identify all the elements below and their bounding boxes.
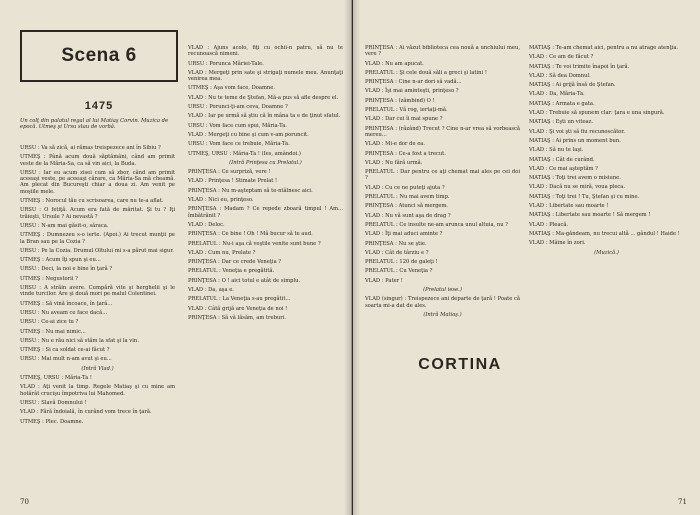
dialogue-line: MATIAŞ : Eşti un viteaz. <box>529 119 594 126</box>
dialogue-line: UTMEŞ, URSU : Măria-Ta ! <box>20 375 92 382</box>
stage-direction: Un colţ din palatul regal al lui Matiaş Corvin. Muzica de epocă. Utmeş şi Ursu stau de vorbă. <box>20 118 169 131</box>
dialogue-line: URSU : Pe la Cozia. Drumul Oltului mi s-a părut mai sigur. <box>20 247 174 254</box>
text-column-4 <box>529 42 684 402</box>
dialogue-line: VLAD : Fără îndoială, în curând vom trece în ţară. <box>20 409 152 416</box>
dialogue-line: PRELATUL : Veneţia e pregătită. <box>188 268 275 275</box>
dialogue-line: MATIAŞ : Toţi trei ! Tu, Ştefan şi cu mine. <box>529 193 640 200</box>
dialogue-line: UTMEŞ : Să vină încoace, în ţară... <box>20 300 113 307</box>
dialogue-line: URSU : Va să zică, ai rămas treispezece ani în Sibiu ? <box>20 145 161 151</box>
dialogue-line: PRINŢESA : Nu se ştie. <box>365 240 427 247</box>
dialogue-line: UTMEŞ : Acum îţi spun şi eu... <box>20 257 101 264</box>
dialogue-line: URSU : Nu e rău nici să stăm la sfat şi la vin. <box>20 337 139 344</box>
dialogue-line: VLAD : Ce mai aşteptăm ? <box>529 165 598 172</box>
dialogue-line: PRELATUL : Dar pentru ce aţi chemat mai ales pe cei doi ? <box>365 169 520 182</box>
dialogue-line: (Intră Vlad.) <box>81 365 114 372</box>
dialogue-line: VLAD : Da, aşa e. <box>188 287 234 294</box>
dialogue-line: PRELATUL : Cu Veneţia ? <box>365 268 433 275</box>
dialogue-line: URSU : Iar eu acum zisei cum să zbor, când am primit aceeaşi veste, pe aceeaşi cărare, ca Măria-Sa mă cheamă. Am plecat din Bucureşti chiar a doua zi. Am venit pe moşiile mele. <box>20 169 175 195</box>
dialogue-line: VLAD : Aţi venit la timp. Regele Matiaş şi cu mine am hotărât crucişu împotriva lui Mahomed. <box>20 384 175 397</box>
dialogue-line: VLAD : Nu te teme de Ştefan, Mă-a pus să afle despre el. <box>188 94 339 101</box>
dialogue-line: VLAD : Trebuie să spunem clar: ţara e una singură. <box>529 110 665 117</box>
dialogue-line: PRINŢESA : Ce bine ! Oh ! Mă bucur să te aud. <box>188 231 313 238</box>
text-column-1 <box>20 142 175 487</box>
dialogue-line: URSU : A străin avere. Cumpără vite şi herghelii şi le vinde turcilor. Are şi două mori pe malul Colentinei. <box>20 285 175 298</box>
dialogue-line: VLAD : Cu ce ne puteţi ajuta ? <box>365 184 445 191</box>
dialogue-line: UTMEŞ : Până acum două săptămâni, când am primit veste de la Măria-Sa, ca să vin aici, la Buda. <box>20 154 175 167</box>
scene-title-box <box>20 30 178 82</box>
dialogue-line: PRELATUL : Ce insulte ne-am arunca unul altuia, nu ? <box>365 221 508 228</box>
dialogue-line: VLAD : Mergeţi cu bine şi cum v-am poruncit. <box>188 131 309 138</box>
dialogue-line: PRELATUL : Nu-i aşa că veştile venite sunt bune ? <box>188 240 321 247</box>
page-number-left: 70 <box>20 498 29 506</box>
dialogue-line: URSU : O fetiţă. Acum era fată de măritat. Şi tu ? Iţi trăieşti, Ursule ? Ai nevastă ? <box>20 207 175 220</box>
dialogue-line: VLAD : Mi-e dor de ea. <box>365 141 426 148</box>
dialogue-line: MATIAŞ : Ma-găndeam, nu trecui altă ... gândul ! Haide ! <box>529 230 680 237</box>
dialogue-line: VLAD : Ajuns acolo, fiţi cu ochii-n patru, să nu te recunoască nimeni. <box>188 45 343 58</box>
dialogue-line: UTMEŞ : Plec. Doamne. <box>20 418 84 425</box>
dialogue-line: PRINŢESA : (râzând) Trecut ? Cine n-ar vrea să vorbească mereu... <box>365 125 520 138</box>
dialogue-line: VLAD : Ce am de făcut ? <box>529 54 594 61</box>
dialogue-line: PRELATUL : Şi cele două săli a greci şi latini ! <box>365 69 487 76</box>
dialogue-line: MATIAŞ : Cât de curând. <box>529 156 595 163</box>
dialogue-line: VLAD : Nici eu, prinţeso. <box>188 197 254 204</box>
dialogue-line: (Intră Prinţesa cu Prelatul.) <box>229 159 302 166</box>
dialogue-line: VLAD : Nu fără urmă. <box>365 159 423 166</box>
dialogue-line: VLAD : Să dea Domnul. <box>529 72 591 79</box>
dialogue-line: UTMEŞ : Si ca soldat ce-ai făcut ? <box>20 347 110 354</box>
dialogue-line: MATIAŞ : Ai prins un moment bun. <box>529 137 621 144</box>
right-page <box>353 0 700 515</box>
dialogue-line: URSU : Ce-ai zice tu ? <box>20 319 79 326</box>
dialogue-line: PRINŢESA : Dar ce crede Veneţia ? <box>188 259 282 266</box>
dialogue-line: MATIAŞ : Te-am chemat aici, pentru a nu atrage atenţia. <box>529 45 679 51</box>
text-column-2 <box>188 42 343 494</box>
dialogue-line: (Prelatul iese.) <box>423 287 462 294</box>
dialogue-line: MATIAŞ : Toţi trei avem o misiune. <box>529 175 621 182</box>
dialogue-line: PRINŢESA : (zâmbind) O ! <box>365 97 435 104</box>
text-column-3 <box>365 42 520 342</box>
dialogue-line: VLAD : Mâine în zori. <box>529 240 586 247</box>
dialogue-line: VLAD : Şi voi şti să fiu recunoscător. <box>529 128 625 135</box>
dialogue-line: VLAD : Libertate sau moarte ! <box>529 203 609 210</box>
dialogue-line: VLAD : Nu am apucat. <box>365 60 424 67</box>
dialogue-line: PRELATUL : 120 de galeţi ! <box>365 259 438 266</box>
dialogue-line: URSU : Slavă Domnului ! <box>20 399 87 406</box>
dialogue-line: URSU : Vom face ce trebuie, Măria-Ta. <box>188 141 290 148</box>
dialogue-line: VLAD : Pater ! <box>365 277 403 284</box>
dialogue-line: VLAD : Iar pe urmă să ştiu că în mâna ta e de ţinut sfatul. <box>188 113 341 120</box>
dialogue-line: PRELATUL : Vă rog, iertaţi-mă. <box>365 107 448 114</box>
dialogue-line: PRINŢESA : Nu m-aşteptam să te-ntâlnesc aici. <box>188 187 313 194</box>
dialogue-line: PRINŢESA : O ! aici totul e atât de simplu. <box>188 277 301 284</box>
dialogue-line: UTMEŞ : Norocul tău cu scrisoarea, care nu te-a aflat. <box>20 198 164 205</box>
year-heading: 1475 <box>84 100 114 112</box>
dialogue-line: VLAD : Mergeţi prin sate şi strigaţi numele meu. Anunţaţi venirea mea. <box>188 69 343 83</box>
dialogue-line: PRINŢESA : Ce surpriză, vere ! <box>188 169 271 176</box>
dialogue-line: PRINŢESA : Cine n-ar dori să vadă... <box>365 79 462 86</box>
dialogue-line: VLAD : Da, Măria-Ta. <box>529 91 585 98</box>
dialogue-line: UTMEŞ : Dumnezeu s-o ierte. (Apoi.) Ai trecut munţii pe la Bran sau pe la Cozia ? <box>20 232 175 245</box>
dialogue-line: UTMEŞ : Aşa vom face, Doamne. <box>188 85 275 92</box>
dialogue-line: VLAD (singur) : Treispezece ani departe de ţară ! Poate că soarta mi-a dat de ales. <box>365 296 520 309</box>
dialogue-line: UTMEŞ : Nu mai nimic... <box>20 328 86 335</box>
dialogue-line: VLAD : Cum nu, Prelate ? <box>188 249 256 256</box>
dialogue-line: URSU : N-am mai găsit-o, săraca. <box>20 222 109 229</box>
dialogue-line: URSU : Porunci-ţi-am ceva, Doamne ? <box>188 104 288 111</box>
dialogue-line: VLAD : Îşi mai aminteşti, prinţeso ? <box>365 88 459 95</box>
dialogue-line: PRINŢESA : Să vă lăsăm, am treburi. <box>188 314 287 321</box>
dialogue-line: URSU : Nu aveam ce face dacă... <box>20 309 108 316</box>
curtain-heading: CORTINA <box>418 356 502 373</box>
book-gutter <box>344 0 360 515</box>
dialogue-line: UTMEŞ : Negustorii ? <box>20 275 78 282</box>
dialogue-line: VLAD : Câtă grijă are Veneţia de noi ! <box>188 305 288 312</box>
dialogue-line: URSU : Mai mult n-am avut şi eu... <box>20 356 112 363</box>
dialogue-line: PRELATUL : La Veneţia s-au pregătit... <box>188 296 291 303</box>
dialogue-line: URSU : Vom face cum spui, Măria-Ta. <box>188 122 287 129</box>
dialogue-line: PRINŢESA : Madam ? Ce repede zboară timpul ! Am... îmbătrânit ? <box>188 206 343 219</box>
page-number-right: 71 <box>678 498 687 506</box>
dialogue-line: VLAD : Prinţesa ! Stimate Prelat ! <box>188 178 278 185</box>
dialogue-line: VLAD : Îţi mai aduci aminte ? <box>365 231 443 238</box>
scene-title: Scena 6 <box>61 45 137 66</box>
dialogue-line: VLAD : Pleacă. <box>529 221 569 228</box>
dialogue-line: MATIAŞ : Armata e gata. <box>529 100 595 107</box>
dialogue-line: (Intră Matiaş.) <box>423 311 462 318</box>
dialogue-line: URSU : Porunca Măriei-Tale. <box>188 60 264 67</box>
dialogue-line: (Muzică.) <box>594 249 619 256</box>
dialogue-line: VLAD : Deloc. <box>188 221 225 228</box>
dialogue-line: MATIAŞ : Ai grijă însă de Ştefan. <box>529 82 616 89</box>
dialogue-line: VLAD : Dacă nu se miră, voua pleca. <box>529 184 626 191</box>
dialogue-line: VLAD : Nu vă sunt aşa de drag ? <box>365 212 451 219</box>
dialogue-line: PRINŢESA : Atunci să mergem. <box>365 203 449 210</box>
dialogue-line: MATIAŞ : Te voi trimite înapoi în ţară. <box>529 63 630 70</box>
dialogue-line: MATIAŞ : Libertate sau moarte ! Să mergem ! <box>529 212 651 219</box>
dialogue-line: PRINŢESA : Ce-a fost a trecut. <box>365 150 446 157</box>
dialogue-line: VLAD : Cât de târziu e ? <box>365 249 429 256</box>
dialogue-line: VLAD : Dar cui îi mai spune ? <box>365 116 443 123</box>
dialogue-line: URSU : Deci, la noi e bine în ţară ? <box>20 266 113 273</box>
dialogue-line: UTMEŞ, URSU : Măria-Ta ! (Ies, amândoi.) <box>188 150 301 157</box>
dialogue-line: VLAD : Să nu te laşi. <box>529 147 584 154</box>
dialogue-line: PRINŢESA : Ai văzut biblioteca cea nouă a unchiului meu, vere ? <box>365 45 520 58</box>
dialogue-line: PRELATUL : Nu mai avem timp. <box>365 194 450 201</box>
